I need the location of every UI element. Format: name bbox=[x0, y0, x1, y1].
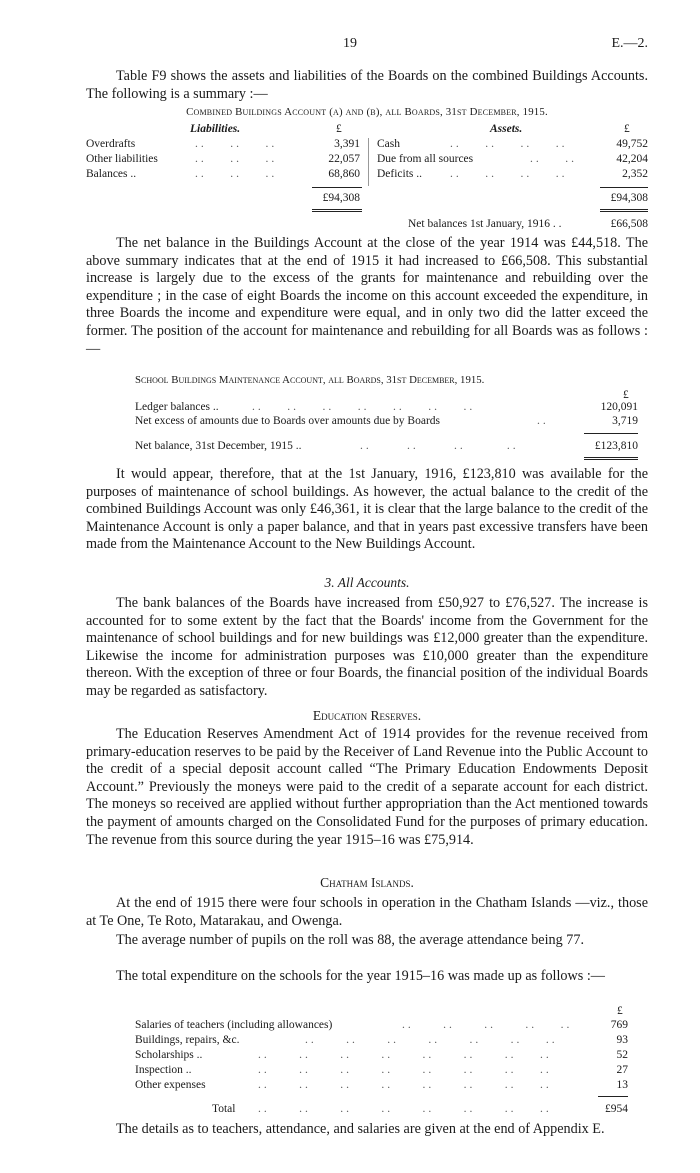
leader-dots: .. .. bbox=[530, 153, 577, 165]
asset-label: Due from all sources bbox=[377, 153, 474, 165]
maintenance-table-caption: School Buildings Maintenance Account, all Boards, 31st December, 1915. bbox=[135, 374, 485, 386]
net-balances-label: Net balances 1st January, 1916 . . bbox=[408, 218, 562, 230]
expenditure-row-label: Scholarships .. bbox=[135, 1049, 203, 1061]
liabilities-heading: Liabilities. bbox=[190, 123, 241, 135]
leader-dots: .. .. .. .. .. .. .. .. bbox=[258, 1103, 552, 1115]
expenditure-row-label: Buildings, repairs, &c. bbox=[135, 1034, 240, 1046]
leader-dots: .. .. .. .. .. .. .. .. bbox=[258, 1064, 552, 1076]
expenditure-total-value: £954 bbox=[605, 1103, 628, 1115]
asset-value: 2,352 bbox=[622, 168, 648, 180]
leader-dots: .. .. .. .. .. .. .. .. bbox=[258, 1079, 552, 1091]
leader-dots: .. .. .. bbox=[195, 138, 278, 150]
chatham-schools-paragraph: At the end of 1915 there were four schools in operation in the Chatham Islands —viz., those at Te One, Te Roto, Matarakau, and Owenga. bbox=[86, 895, 648, 929]
leader-dots: .. .. .. bbox=[195, 153, 278, 165]
expenditure-row-value: 769 bbox=[610, 1019, 628, 1031]
leader-dots: .. .. .. .. .. .. .. .. bbox=[258, 1049, 552, 1061]
intro-paragraph: Table F9 shows the assets and liabilities of the Boards on the combined Buildings Accounts. The following is a summary :— bbox=[86, 68, 648, 102]
expenditure-row-value: 27 bbox=[616, 1064, 628, 1076]
leader-dots: .. .. .. .. .. .. .. bbox=[305, 1034, 558, 1046]
expenditure-row-label: Inspection .. bbox=[135, 1064, 192, 1076]
net-balance-paragraph: The net balance in the Buildings Account at the close of the year 1914 was £44,518. The above summary indicates that at the end of 1915 it had increased to £66,508. This substantial increase is largely due to the excess of the grants for maintenance and rebuilding over the expenditure ; in the case of eight Boards the income on this account exceeded the expenditure, in three Boards the income and expenditure were equal, and in only two did the latter exceed the former. The position of the account for maintenance and rebuilding for all Boards was as follows :— bbox=[86, 235, 648, 357]
expenditure-row-label: Other expenses bbox=[135, 1079, 206, 1091]
maintenance-row-label: Net excess of amounts due to Boards over amounts due by Boards bbox=[135, 415, 441, 427]
net-balances-value: £66,508 bbox=[610, 218, 648, 230]
combined-table-caption: Combined Buildings Account (a) and (b), all Boards, 31st December, 1915. bbox=[186, 106, 548, 118]
leader-dots: .. .. .. .. .. bbox=[402, 1019, 573, 1031]
assets-total: £94,308 bbox=[610, 192, 648, 204]
liabilities-currency: £ bbox=[336, 123, 342, 135]
liability-value: 68,860 bbox=[328, 168, 360, 180]
expenditure-row-value: 93 bbox=[616, 1034, 628, 1046]
section-heading-education-reserves: Education Reserves. bbox=[312, 708, 422, 723]
expenditure-total-label: Total bbox=[212, 1103, 236, 1115]
subtotal-rule bbox=[312, 187, 362, 188]
leader-dots: .. .. .. .. bbox=[450, 138, 568, 150]
maintenance-row-value: 120,091 bbox=[600, 401, 638, 413]
leader-dots: .. bbox=[537, 415, 549, 427]
liability-label: Overdrafts bbox=[86, 138, 136, 150]
asset-value: 49,752 bbox=[616, 138, 648, 150]
page-number: 19 bbox=[343, 36, 357, 51]
expenditure-row-label: Salaries of teachers (including allowances) bbox=[135, 1019, 333, 1031]
total-rule bbox=[584, 457, 638, 460]
assets-heading: Assets. bbox=[490, 123, 523, 135]
maintenance-total-value: £123,810 bbox=[594, 440, 638, 452]
bank-balances-paragraph: The bank balances of the Boards have increased from £50,927 to £76,527. The increase is accounted for to some extent by the fact that the Boards' income from the Government for the maintenance of school buildings and for new buildings was £12,000 greater than the expenditure. Likewise the income for administration purposes was £10,000 greater than the expenditure thereon. With the exception of three or four Boards, the financial position of the individual Boards may be regarded as satisfactory. bbox=[86, 595, 648, 699]
details-paragraph: The details as to teachers, attendance, and salaries are given at the end of Appendix E. bbox=[116, 1121, 605, 1137]
section-heading-all-accounts: 3. All Accounts. bbox=[324, 575, 410, 590]
leader-dots: .. .. .. .. bbox=[450, 168, 568, 180]
liability-label: Balances .. bbox=[86, 168, 137, 180]
leader-dots: .. .. .. .. bbox=[360, 440, 519, 452]
liability-label: Other liabilities bbox=[86, 153, 158, 165]
asset-label: Deficits .. bbox=[377, 168, 423, 180]
maintenance-row-value: 3,719 bbox=[612, 415, 638, 427]
total-rule bbox=[600, 209, 648, 212]
maintenance-row-label: Ledger balances .. bbox=[135, 401, 219, 413]
chatham-expenditure-paragraph: The total expenditure on the schools for the year 1915–16 was made up as follows :— bbox=[116, 968, 605, 984]
total-rule bbox=[312, 209, 362, 212]
liability-value: 3,391 bbox=[334, 138, 360, 150]
maintenance-currency: £ bbox=[623, 389, 629, 401]
expenditure-row-value: 52 bbox=[616, 1049, 628, 1061]
liability-value: 22,057 bbox=[328, 153, 360, 165]
asset-label: Cash bbox=[377, 138, 400, 150]
section-heading-chatham-islands: Chatham Islands. bbox=[320, 875, 414, 890]
table-divider bbox=[368, 138, 369, 186]
subtotal-rule bbox=[598, 1096, 628, 1097]
liabilities-total: £94,308 bbox=[322, 192, 360, 204]
subtotal-rule bbox=[584, 433, 638, 434]
appear-paragraph: It would appear, therefore, that at the 1st January, 1916, £123,810 was available for the purposes of maintenance of school buildings. As however, the actual balance to the credit of the combined Buildings Account was only £46,361, it is clear that the large balance to the credit of the Maintenance Account is only a paper balance, and that in years past excessive transfers have been made from the Maintenance Account to the New Buildings Account. bbox=[86, 466, 648, 553]
subtotal-rule bbox=[600, 187, 648, 188]
assets-currency: £ bbox=[624, 123, 630, 135]
expenditure-row-value: 13 bbox=[616, 1079, 628, 1091]
education-reserves-paragraph: The Education Reserves Amendment Act of 1914 provides for the revenue received from primary-education reserves to be paid by the Receiver of Land Revenue into the Public Account to the credit of a special deposit account called “The Primary Education Endowments Deposit Account.” Previously the moneys were paid to the credit of a separate account for each district. The moneys so received are applied without further appropriation than the Act mentioned towards the payment of amounts charged on the Consolidated Fund for the purposes of primary education. The revenue from this source during the year 1915–16 was £75,914. bbox=[86, 726, 648, 848]
leader-dots: .. .. .. .. .. .. .. bbox=[252, 401, 476, 413]
expenditure-currency: £ bbox=[617, 1005, 623, 1017]
asset-value: 42,204 bbox=[616, 153, 648, 165]
document-reference: E.—2. bbox=[611, 36, 648, 51]
chatham-attendance-paragraph: The average number of pupils on the roll was 88, the average attendance being 77. bbox=[116, 932, 585, 948]
leader-dots: .. .. .. bbox=[195, 168, 278, 180]
maintenance-total-label: Net balance, 31st December, 1915 .. bbox=[135, 440, 302, 452]
